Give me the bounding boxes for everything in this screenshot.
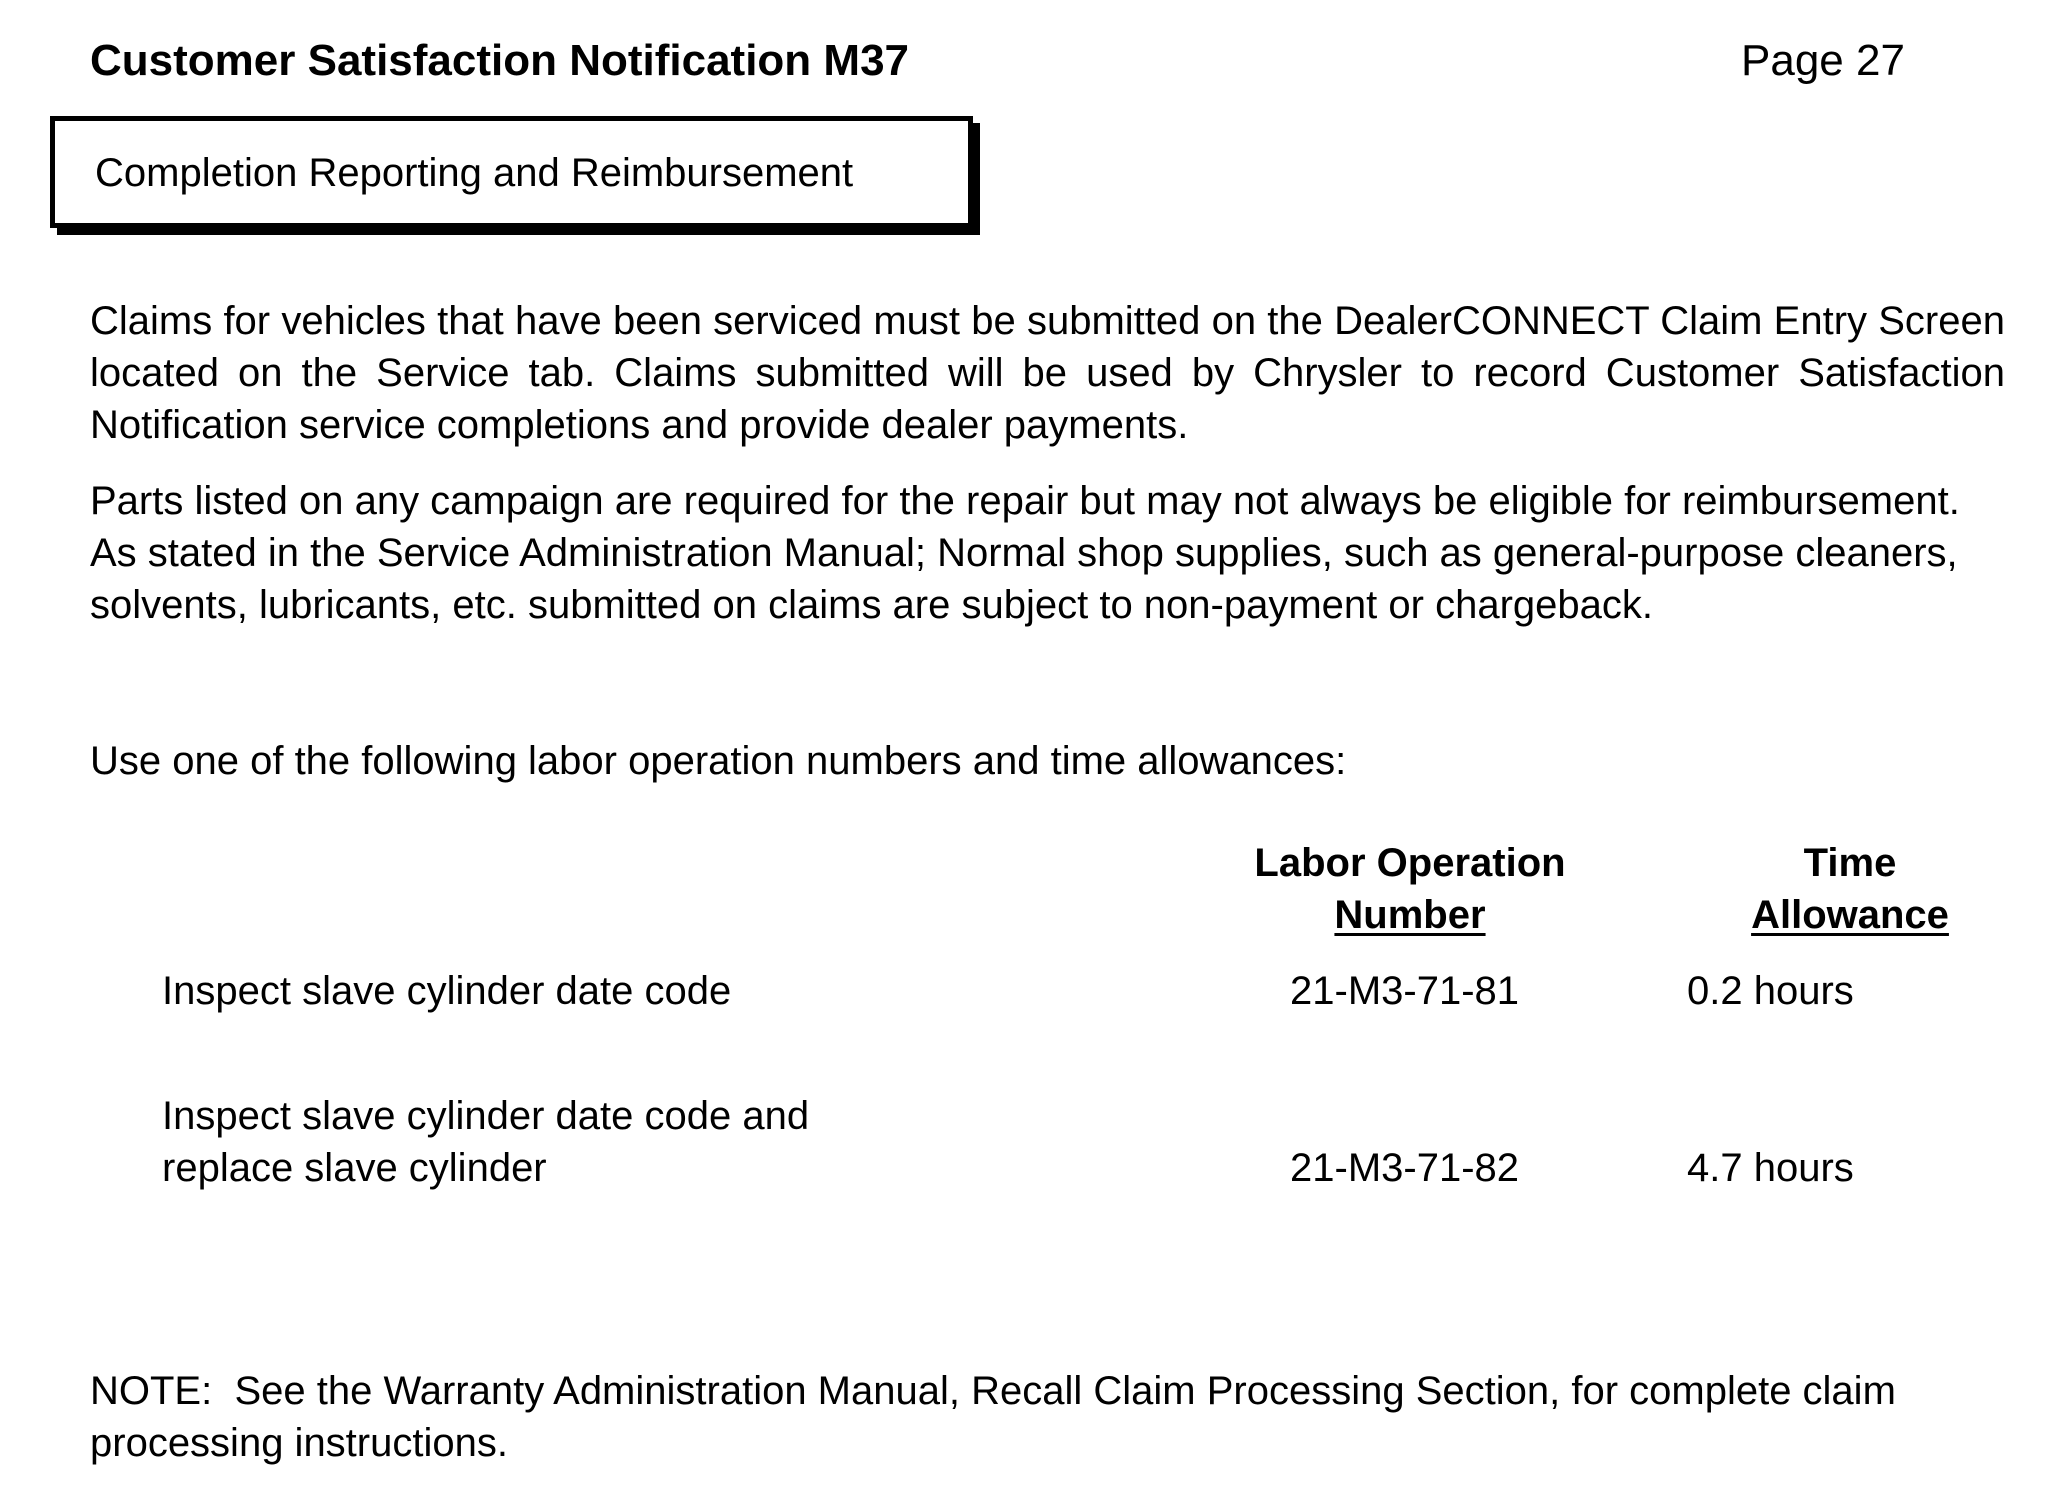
section-heading-box — [50, 116, 973, 228]
row-1-description: Inspect slave cylinder date code — [162, 969, 732, 1013]
row-2-description — [162, 1090, 809, 1194]
row-1-labor-operation: 21-M3-71-81 — [1290, 969, 1520, 1013]
time-allowance-header-line1: Time — [1803, 841, 1897, 885]
row-2-description-line1: Inspect slave cylinder date code and — [162, 1094, 810, 1138]
note-label: NOTE: — [90, 1369, 213, 1413]
section-title: Completion Reporting and Reimbursement — [95, 151, 854, 195]
claims-paragraph: Claims for vehicles that have been serviced must be submitted on the DealerCONNECT Claim Entry Screen located on the Service tab. Claims submitted will be used by Chrysler to record Customer Satisfaction Notification service completions and provide dealer payments. — [90, 299, 2005, 447]
page-number: Page 27 — [1741, 36, 1905, 85]
row-1-time-allowance: 0.2 hours — [1687, 969, 1854, 1013]
labor-operation-header — [1210, 837, 1610, 941]
row-2-labor-operation: 21-M3-71-82 — [1290, 1146, 1520, 1190]
note-text: See the Warranty Administration Manual, Recall Claim Processing Section, for complete claim processing instructions. — [90, 1369, 1908, 1465]
labor-intro-paragraph: Use one of the following labor operation numbers and time allowances: — [90, 739, 1347, 783]
note-paragraph — [90, 1365, 1990, 1469]
document-title: Customer Satisfaction Notification M37 — [90, 36, 910, 85]
row-2-time-allowance: 4.7 hours — [1687, 1146, 1854, 1190]
time-allowance-header — [1660, 837, 2040, 941]
labor-operation-header-line1: Labor Operation — [1254, 841, 1566, 885]
labor-operation-header-line2: Number — [1334, 893, 1486, 937]
parts-paragraph: Parts listed on any campaign are required for the repair but may not always be eligible for reimbursement. As stated in the Service Administration Manual; Normal shop supplies, such as general-purpose cleaners, solvents, lubricants, etc. submitted on claims are subject to non-payment or chargeback. — [90, 479, 1960, 627]
time-allowance-header-line2: Allowance — [1751, 893, 1949, 937]
row-2-description-line2: replace slave cylinder — [162, 1146, 547, 1190]
